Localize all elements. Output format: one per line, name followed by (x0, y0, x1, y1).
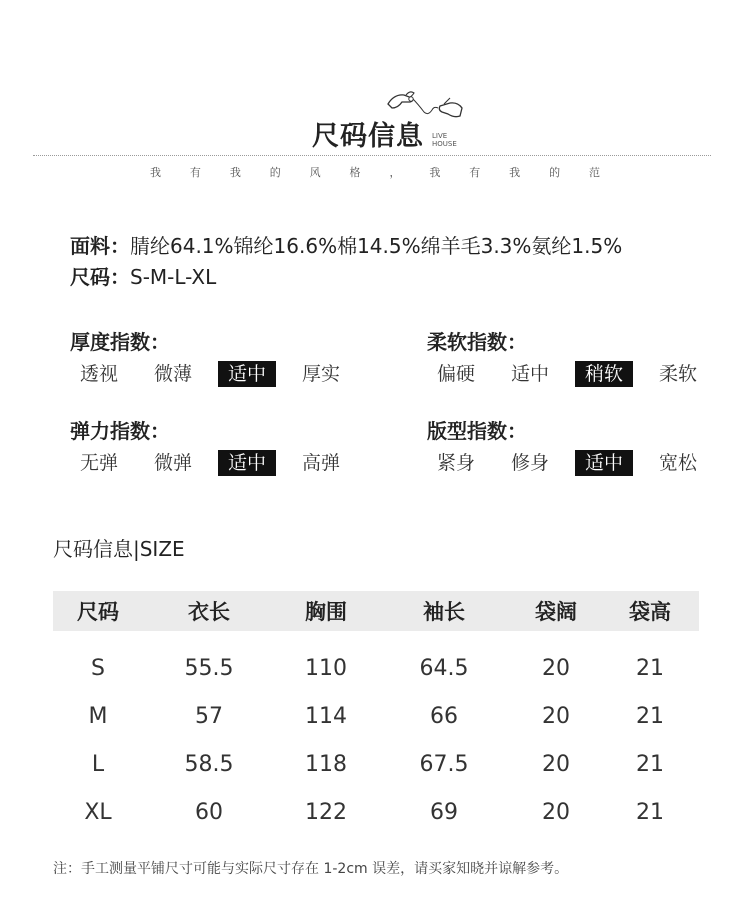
dotted-divider (33, 155, 711, 156)
logo-text (432, 132, 472, 148)
slogan-char: 我 (509, 166, 521, 179)
slogan-char: 有 (189, 166, 201, 179)
slogan-char: 风 (309, 166, 321, 179)
softness-option: 偏硬 (436, 363, 475, 385)
slogan-char: 的 (549, 166, 561, 179)
softness-index-title: 柔软指数： (427, 330, 527, 354)
table-cell: 69 (430, 799, 458, 825)
table-header-cell: 胸围 (305, 600, 347, 624)
table-cell: 21 (636, 655, 664, 681)
table-header-cell: 衣长 (188, 600, 230, 624)
table-cell: 67.5 (419, 751, 469, 777)
table-cell: 64.5 (419, 655, 469, 681)
thickness-index-title: 厚度指数： (70, 330, 170, 354)
sizes-line (70, 261, 216, 290)
table-cell: 21 (636, 703, 664, 729)
table-header-cell: 尺码 (77, 600, 119, 624)
thickness-index (70, 326, 350, 387)
slogan-char: 我 (229, 166, 241, 179)
material-label: 面料： (70, 234, 130, 258)
slogan-char: ， (389, 166, 401, 179)
table-cell: 122 (305, 799, 347, 825)
fit-option: 修身 (510, 452, 549, 474)
table-cell: M (88, 703, 108, 729)
table-cell: 114 (305, 703, 347, 729)
logo-text-line1: LIVE (432, 132, 448, 140)
table-row (53, 788, 699, 836)
table-cell: 118 (305, 751, 347, 777)
softness-option: 稍软 (575, 361, 633, 387)
slogan-char: 我 (429, 166, 441, 179)
measurement-note: 注：手工测量平铺尺寸可能与实际尺寸存在 1-2cm 误差，请买家知晓并谅解参考。 (53, 861, 569, 877)
table-cell: 20 (542, 799, 570, 825)
table-cell: 20 (542, 751, 570, 777)
table-cell: 55.5 (184, 655, 234, 681)
table-header-cell: 袋阔 (535, 600, 577, 624)
logo-text-line2: HOUSE (432, 140, 457, 148)
table-cell: S (91, 655, 105, 681)
fit-index (427, 415, 707, 476)
fit-option: 适中 (575, 450, 633, 476)
sizes-value: S-M-L-XL (130, 265, 217, 289)
thickness-option: 适中 (218, 361, 276, 387)
table-cell: 58.5 (184, 751, 234, 777)
table-cell: 60 (195, 799, 223, 825)
sizes-label: 尺码： (70, 265, 130, 289)
table-header-cell: 袋高 (629, 600, 671, 624)
slogan-char: 我 (150, 166, 161, 179)
fit-index-title: 版型指数： (427, 419, 527, 443)
slogan-char: 格 (349, 166, 361, 179)
elasticity-option: 微弹 (153, 452, 192, 474)
table-cell: 110 (305, 655, 347, 681)
thickness-option: 透视 (79, 363, 118, 385)
fit-option: 宽松 (658, 452, 697, 474)
page-title: 尺码信息 (312, 121, 424, 152)
material-value: 腈纶64.1%锦纶16.6%棉14.5%绵羊毛3.3%氨纶1.5% (130, 234, 623, 258)
table-row (53, 740, 699, 788)
material-line (70, 230, 622, 259)
elasticity-index-title: 弹力指数： (70, 419, 170, 443)
elasticity-option: 适中 (218, 450, 276, 476)
softness-option: 适中 (510, 363, 549, 385)
fit-option: 紧身 (436, 452, 475, 474)
table-cell: 21 (636, 751, 664, 777)
table-cell: 57 (195, 703, 223, 729)
table-cell: XL (84, 799, 112, 825)
thickness-option: 微薄 (153, 363, 192, 385)
table-cell: 21 (636, 799, 664, 825)
thickness-option: 厚实 (301, 363, 340, 385)
table-header-cell: 袖长 (423, 600, 465, 624)
elasticity-option: 高弹 (301, 452, 340, 474)
table-row (53, 644, 699, 692)
table-cell: 20 (542, 655, 570, 681)
table-cell: L (91, 751, 105, 777)
slogan (150, 164, 600, 180)
slogan-char: 的 (269, 166, 281, 179)
slogan-char: 范 (588, 166, 600, 179)
table-cell: 66 (430, 703, 458, 729)
slogan-char: 有 (469, 166, 481, 179)
table-cell: 20 (542, 703, 570, 729)
size-section-heading: 尺码信息|SIZE (53, 537, 185, 561)
hands-logo-icon (384, 86, 464, 122)
table-row (53, 692, 699, 740)
table-header-row (53, 591, 699, 631)
softness-index (427, 326, 707, 387)
elasticity-index (70, 415, 350, 476)
softness-option: 柔软 (658, 363, 697, 385)
size-table (53, 591, 699, 836)
elasticity-option: 无弹 (79, 452, 118, 474)
table-body (53, 644, 699, 836)
